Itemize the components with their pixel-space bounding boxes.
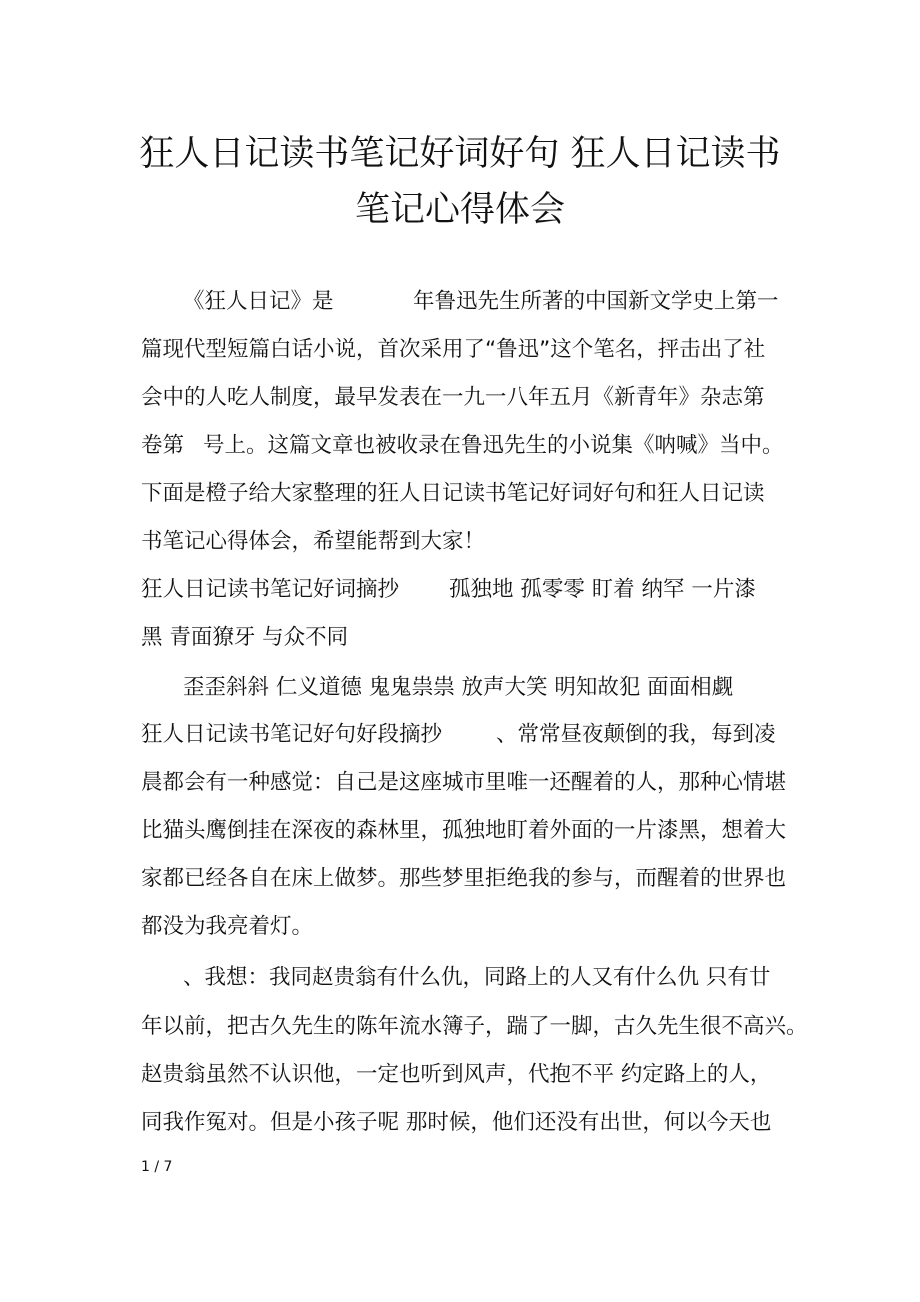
sentence-1-start: 、常常昼夜颠倒的我，每到凌	[496, 722, 776, 747]
sentence-2-line-4: 同我作冤对。但是小孩子呢 那时候，他们还没有出世，何以今天也	[141, 1110, 772, 1135]
sentence-2-start: 、我想：我同赵贵翁有什么仇，同路上的人又有什么仇 只有廿	[183, 965, 771, 990]
intro-line-5: 下面是橙子给大家整理的狂人日记读书笔记好词好句和狂人日记读	[141, 481, 765, 506]
sentence-2-line-2: 年以前，把古久先生的陈年流水簿子，踹了一脚，古久先生很不高兴。	[141, 1014, 808, 1039]
intro-line-6: 书笔记心得体会，希望能帮到大家！	[141, 529, 486, 554]
words-list-2: 黑 青面獠牙 与众不同	[141, 625, 349, 650]
sentence-1-line-4: 家都已经各自在床上做梦。那些梦里拒绝我的参与，而醒着的世界也	[141, 866, 787, 891]
intro-line-1-part-b: 年鲁迅先生所著的中国新文学史上第一	[413, 289, 779, 314]
words-list-3-text: 歪歪斜斜 仁义道德 鬼鬼祟祟 放声大笑 明知故犯 面面相觑	[183, 675, 734, 700]
sentence-1-line-2: 晨都会有一种感觉：自己是这座城市里唯一还醒着的人，那种心情堪	[141, 770, 787, 795]
sentence-2-line-3: 赵贵翁虽然不认识他，一定也听到风声，代抱不平 约定路上的人，	[141, 1062, 772, 1087]
page-number: 1 / 7	[141, 1159, 173, 1175]
intro-line-4-part-a: 卷第	[141, 433, 185, 458]
sentence-1-line-5: 都没为我亮着灯。	[141, 914, 314, 939]
intro-line-4-part-b: 号上。这篇文章也被收录在鲁迅先生的小说集《呐喊》当中。	[203, 433, 784, 458]
words-heading: 狂人日记读书笔记好词摘抄	[141, 577, 400, 602]
intro-line-2: 篇现代型短篇白话小说，首次采用了“鲁迅”这个笔名，抨击出了社	[141, 337, 766, 362]
sentences-heading: 狂人日记读书笔记好句好段摘抄	[141, 722, 443, 747]
intro-line-3: 会中的人吃人制度，最早发表在一九一八年五月《新青年》杂志第	[141, 385, 765, 410]
page-title-line-2: 笔记心得体会	[354, 190, 565, 230]
intro-line-1-part-a: 《狂人日记》是	[183, 289, 334, 314]
sentence-1-line-3: 比猫头鹰倒挂在深夜的森林里，孤独地盯着外面的一片漆黑，想着大	[141, 818, 787, 843]
words-list-1: 孤独地 孤零零 盯着 纳罕 一片漆	[449, 577, 756, 602]
page-title-line-1: 狂人日记读书笔记好词好句 狂人日记读书	[139, 134, 781, 174]
